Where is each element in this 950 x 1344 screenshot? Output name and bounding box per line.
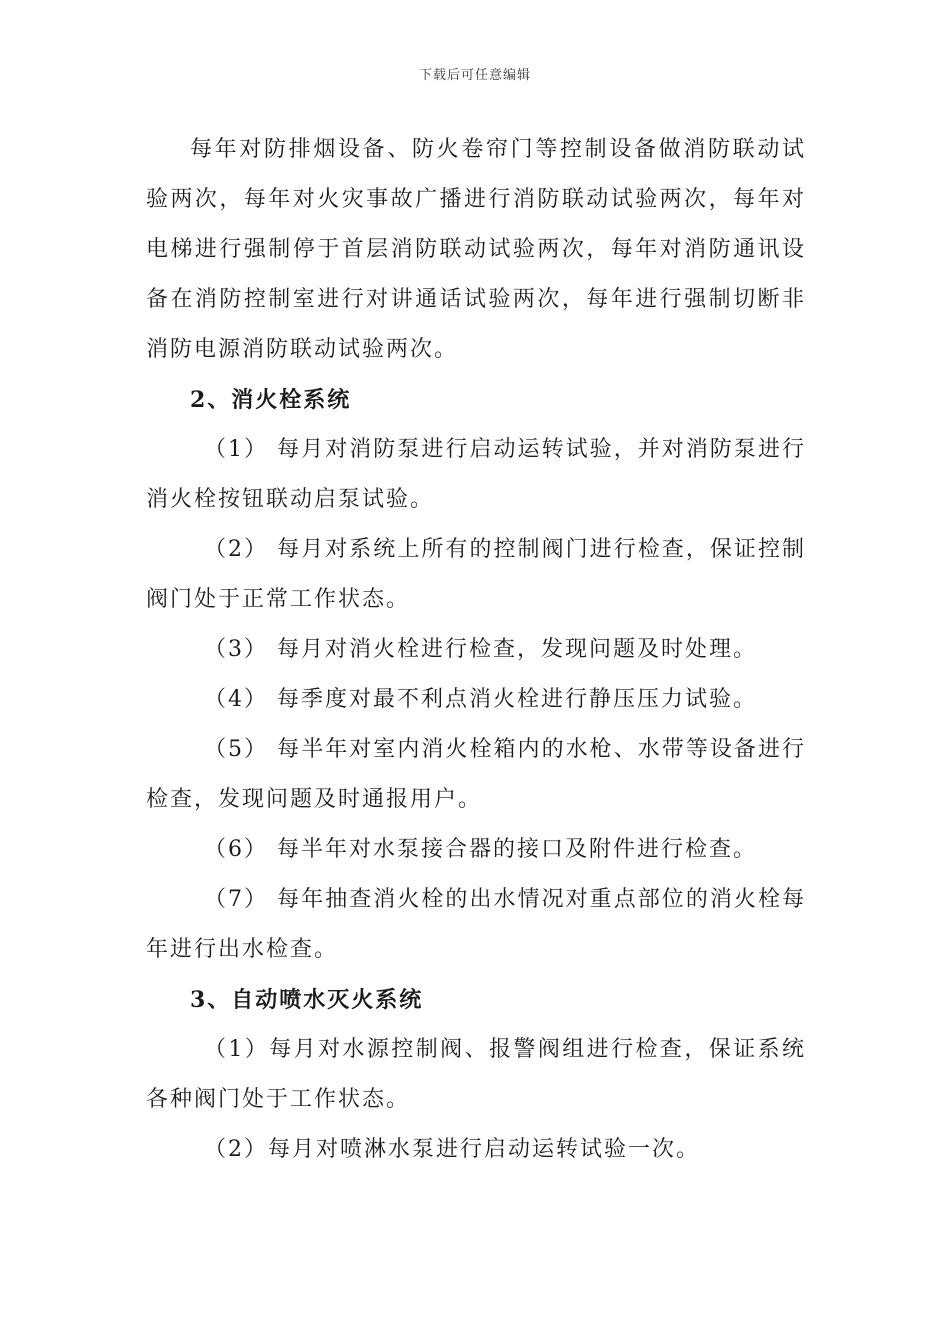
- hydrant-item-7: （7） 每年抽查消火栓的出水情况对重点部位的消火栓每年进行出水检查。: [146, 887, 806, 962]
- hydrant-item-3: （3） 每月对消火栓进行检查，发现问题及时处理。: [204, 637, 757, 662]
- hydrant-item-6: （6） 每半年对水泵接合器的接口及附件进行检查。: [204, 837, 757, 862]
- sprinkler-item-2: （2）每月对喷淋水泵进行启动运转试验一次。: [204, 1137, 700, 1162]
- hydrant-item-2: （2） 每月对系统上所有的控制阀门进行检查，保证控制阀门处于正常工作状态。: [146, 537, 806, 612]
- hydrant-item-4: （4） 每季度对最不利点消火栓进行静压压力试验。: [204, 687, 757, 712]
- hydrant-item-5: （5） 每半年对室内消火栓箱内的水枪、水带等设备进行检查，发现问题及时通报用户。: [146, 737, 806, 812]
- hydrant-item-1: （1） 每月对消防泵进行启动运转试验，并对消防泵进行消火栓按钮联动启泵试验。: [146, 437, 806, 512]
- document-body: [146, 125, 806, 1175]
- section-heading-hydrant-system: 2、消火栓系统: [190, 387, 352, 413]
- sprinkler-item-1: （1）每月对水源控制阀、报警阀组进行检查，保证系统各种阀门处于工作状态。: [146, 1037, 806, 1112]
- page-header: 下载后可任意编辑: [418, 68, 531, 83]
- intro-paragraph: 每年对防排烟设备、防火卷帘门等控制设备做消防联动试验两次，每年对火灾事故广播进行消防联动试验两次，每年对电梯进行强制停于首层消防联动试验两次，每年对消防通讯设备在消防控制室进行对讲通话试验两次，每年进行强制切断非消防电源消防联动试验两次。: [146, 137, 806, 362]
- section-heading-sprinkler-system: 3、自动喷水灭火系统: [190, 987, 424, 1013]
